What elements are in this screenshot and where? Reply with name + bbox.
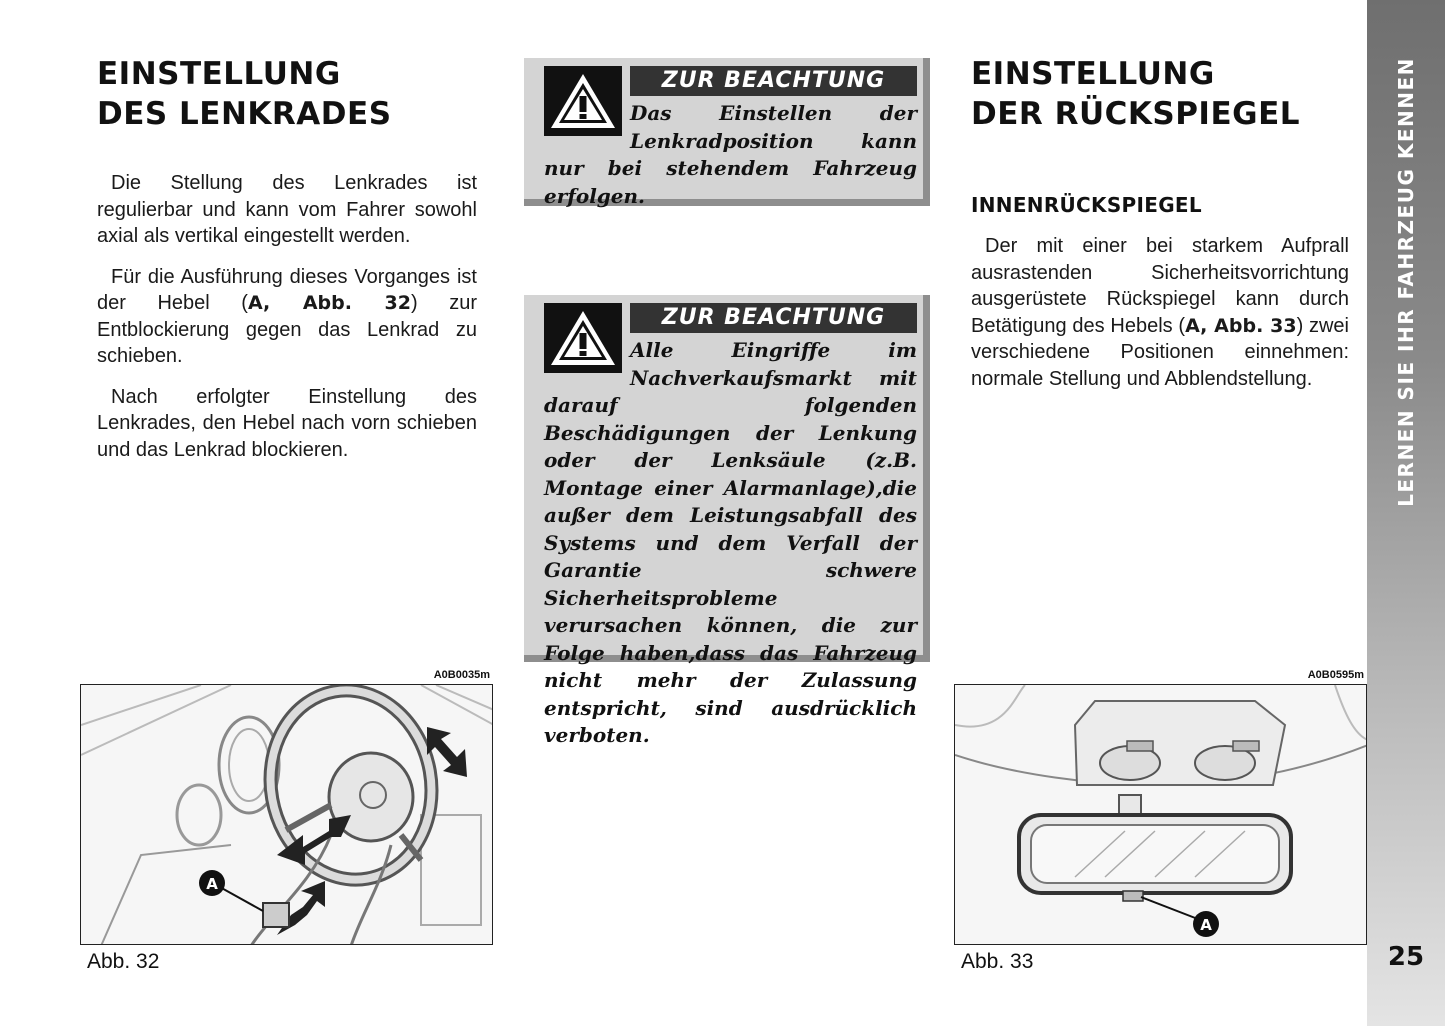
- left-body: [97, 170, 477, 477]
- right-paragraph-1: Der mit einer bei starkem Aufprall ausrastenden Sicherheitsvorrichtung ausgerüstete Rückspiegel kann durch Betätigung des Hebels (A, Abb. 33) zwei verschiedene Positionen einnehmen: normale Stellung und Abblendstellung.: [971, 235, 1349, 390]
- figure-reference: A, Abb. 32: [247, 292, 411, 314]
- warning-triangle-icon: [544, 66, 622, 136]
- page-number: 25: [1387, 942, 1425, 972]
- right-body: [971, 233, 1349, 406]
- figure-33-code: A0B0595m: [1307, 669, 1364, 681]
- right-heading-line2: DER RÜCKSPIEGEL: [971, 96, 1301, 132]
- right-heading: [971, 54, 1300, 134]
- warning-2-text: Alle Eingriffe im Nachverkaufsmarkt mit darauf folgenden Beschädigungen der Lenkung oder der Lenksäule (z.B. Montage einer Alarmanlage),die außer dem Leistungsabfall des Systems und dem Verfall der Garantie schwere Sicherheitsprobleme verursachen können, die zur Folge haben,dass das Fahrzeug nicht mehr der Zulassung entspricht, sind ausdrücklich verboten.: [544, 338, 917, 747]
- steering-wheel-illustration: [81, 685, 493, 945]
- rear-mirror-illustration: [955, 685, 1367, 945]
- left-heading-line1: EINSTELLUNG: [97, 56, 341, 92]
- right-subheading: INNENRÜCKSPIEGEL: [971, 193, 1202, 217]
- chapter-title: LERNEN SIE IHR FAHRZEUG KENNEN: [1394, 57, 1418, 507]
- figure-32-steering-wheel: [80, 684, 493, 945]
- figure-reference: A, Abb. 33: [1185, 314, 1297, 337]
- figure-33-caption: Abb. 33: [961, 950, 1034, 973]
- warning-box-2: [524, 295, 930, 747]
- chapter-sidebar: [1367, 0, 1445, 1026]
- left-heading-line2: DES LENKRADES: [97, 96, 392, 132]
- warning-1-text: Das Einstellen der Lenkradposition kann nur bei stehendem Fahrzeug erfolgen.: [544, 101, 917, 208]
- left-paragraph-2: Für die Ausführung dieses Vorganges ist der Hebel (A, Abb. 32) zur Entblockierung gegen das Lenkrad zu schieben.: [97, 265, 477, 367]
- left-heading: [97, 54, 392, 134]
- left-paragraph-3: Nach erfolgter Einstellung des Lenkrades, den Hebel nach vorn schieben und das Lenkrad blockieren.: [97, 385, 477, 461]
- warning-1-title: ZUR BEACHTUNG: [630, 66, 917, 96]
- figure-33-marker: A: [1200, 916, 1212, 934]
- figure-32-marker: A: [206, 875, 218, 893]
- left-paragraph-1: Die Stellung des Lenkrades ist regulierbar und kann vom Fahrer sowohl axial als vertikal eingestellt werden.: [97, 172, 477, 247]
- warning-box-1: [524, 58, 930, 206]
- right-heading-line1: EINSTELLUNG: [971, 56, 1215, 92]
- figure-33-rear-mirror: [954, 684, 1367, 945]
- warning-triangle-icon: [544, 303, 622, 373]
- figure-32-caption: Abb. 32: [87, 950, 160, 973]
- warning-2-title: ZUR BEACHTUNG: [630, 303, 917, 333]
- figure-32-code: A0B0035m: [433, 669, 490, 681]
